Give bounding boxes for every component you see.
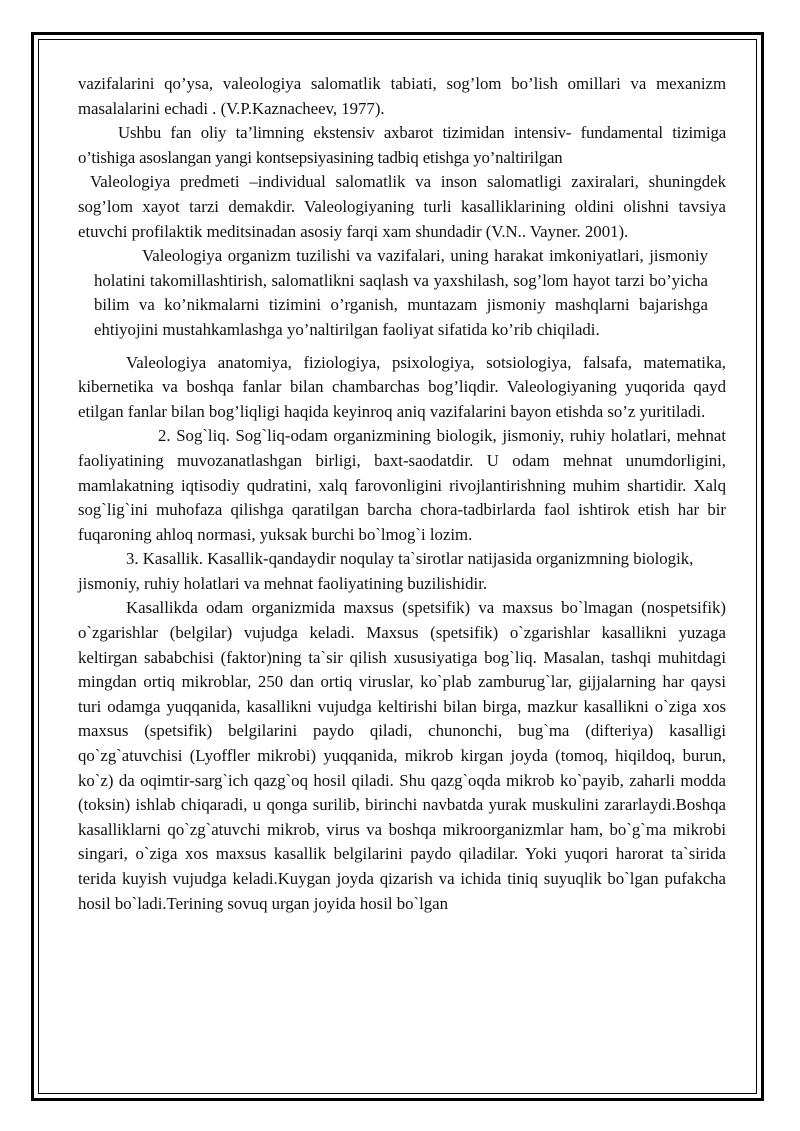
paragraph-intensive-system: Ushbu fan oliy ta’limning ekstensiv axbarot tizimidan intensiv- fundamental tizimiga o’tishiga asoslangan yangi kontsepsiyasining tadbiq etishga yo’naltirilgan: [78, 123, 726, 167]
paragraph-disease-changes: Kasallikda odam organizmida maxsus (spetsifik) va maxsus bo`lmagan (nospetsifik) o`zgarishlar (belgilar) vujudga keladi. Maxsus (spetsifik) o`zgarishlar kasallikni yuzaga keltirgan sababchisi (faktor)ning ta`sir qilish xususiyatiga bog`liq. Masalan, tashqi muhitdagi mingdan ortiq mikroblar, 250 dan ortiq viruslar, ko`plab zamburug`lar, gijjalarning har qaysi turi odamga yuqqanida, kasallikni vujudga keltirishi bilan birga, mazkur kasallikni o`ziga xos maxsus (spetsifik) belgilarini paydo qiladi, chunonchi, bug`ma (difteriya) kasalligi qo`zg`atuvchisi (Lyoffler mikrobi) yuqqanida, mikrob kirgan joyda (tomoq, hiqildoq, burun, ko`z) da oqimtir-sarg`ich qazg`oq hosil qiladi. Shu qazg`oqda mikrob ko`payib, zaharli modda (toksin) ishlab chiqaradi, u qonga surilib, birinchi navbatda yurak muskulini zararlaydi.Boshqa kasalliklarni qo`zg`atuvchi mikrob, virus va boshqa mikroorganizmlar ham, bo`g`ma mikrobi singari, o`ziga xos maxsus kasallik belgilarini paydo qiladilar. Yoki yuqori harorat ta`sirida terida kuyish vujudga keladi.Kuygan joyda qizarish va ichida tiniq suyuqlik bo`lgan pufakcha hosil bo`ladi.Terining sovuq urgan joyida hosil bo`lgan: [78, 598, 726, 913]
paragraph-valeology-organism: Valeologiya organizm tuzilishi va vazifalari, uning harakat imkoniyatlari, jismoniy holatini takomillashtirish, salomatlikni saqlash va yaxshilash, sog’lom hayot tarzi bo’yicha bilim va ko’nikmalarni tizimini o’rganish, muntazam jismoniy mashqlarni bajarishga ehtiyojini mustahkamlashga yo’naltirilgan faoliyat sifatida ko’rib chiqiladi.: [94, 246, 708, 339]
paragraph-health-definition: 2. Sog`liq. Sog`liq-odam organizmining biologik, jismoniy, ruhiy holatlari, mehnat faoliyatining muvozanatlashgan birligi, baxt-saodatdir. U odam mehnat unumdorligini, mamlakatning iqtisodiy qudratini, xalq farovonligini rivojlantirishning muhim shartidir. Xalq sog`lig`ini muhofaza qilishga qaratilgan barcha chora-tadbirlarda faol ishtirok etish har bir fuqaroning ahloq normasi, yuksak burchi bo`lmog`i lozim.: [78, 426, 726, 544]
paragraph-valeology-subject: Valeologiya predmeti –individual salomatlik va inson salomatligi zaxiralari, shuningdek sog’lom xayot tarzi demakdir. Valeologiyaning turli kasalliklarining oldini olishni tavsiya etuvchi profilaktik meditsinadan asosiy farqi xam shundadir (V.N.. Vayner. 2001).: [78, 172, 726, 241]
indented-block: [94, 244, 708, 342]
paragraph-disease-definition: 3. Kasallik. Kasallik-qandaydir noqulay ta`sirotlar natijasida organizmning biologik, jismoniy, ruhiy holatlari va mehnat faoliyatining buzilishidir.: [78, 549, 694, 593]
paragraph-kaznacheev: vazifalarini qo’ysa, valeologiya salomatlik tabiati, sog’lom bo’lish omillari va mexanizm masalalarini echadi . (V.P.Kaznacheev, 1977).: [78, 74, 726, 118]
paragraph-related-sciences: Valeologiya anatomiya, fiziologiya, psixologiya, sotsiologiya, falsafa, matematika, kibernetika va boshqa fanlar bilan chambarchas bog’liqdir. Valeologiyaning yuqorida qayd etilgan fanlar bilan bog’liqligi haqida keyinroq aniq vazifalarini bayon etishda so’z yuritiladi.: [78, 352, 726, 421]
paragraph-gap: [78, 343, 726, 351]
page-body: [78, 72, 726, 916]
